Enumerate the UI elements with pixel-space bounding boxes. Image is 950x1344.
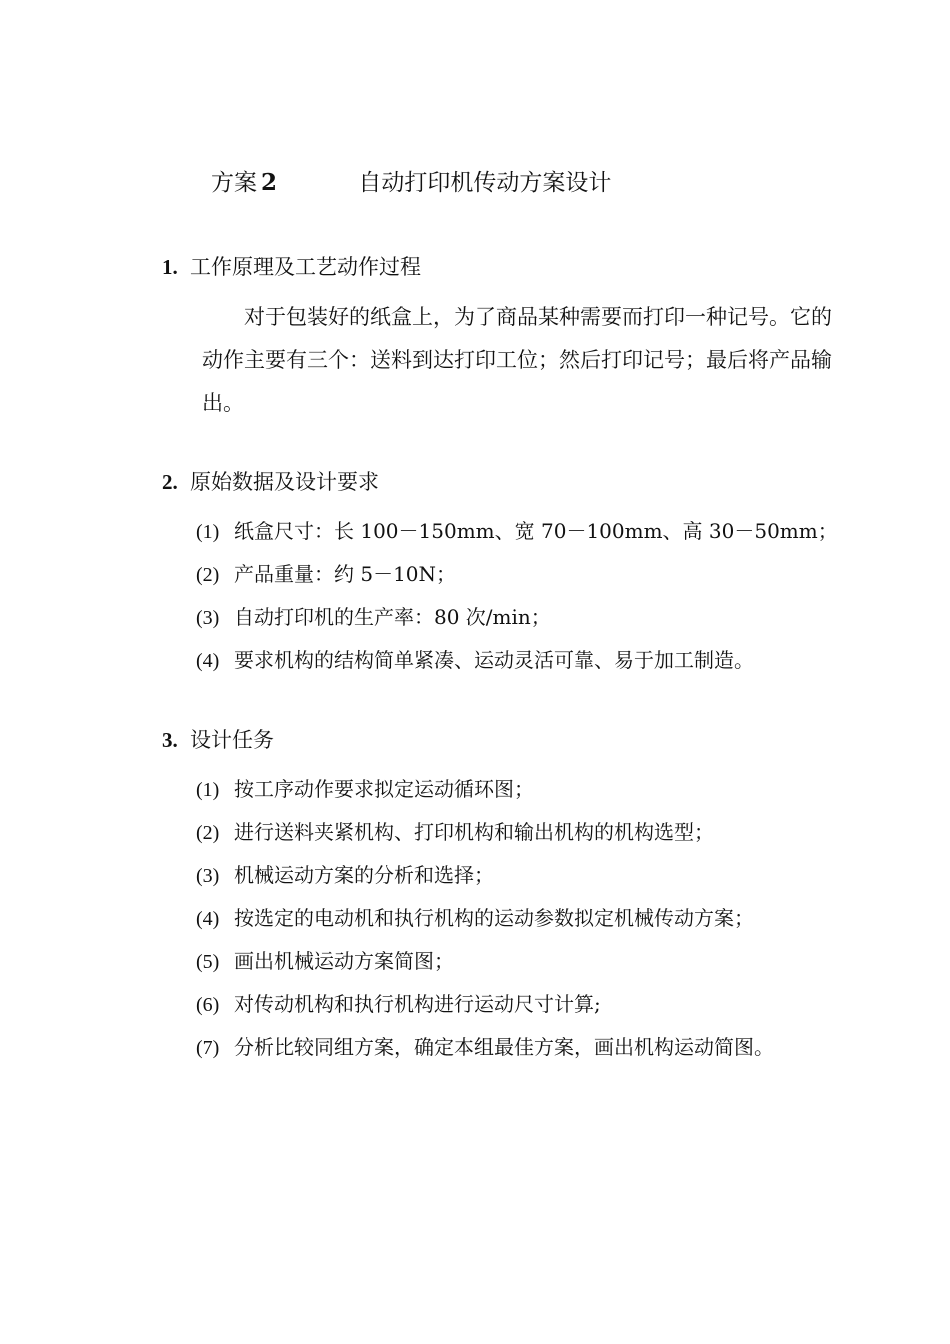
list-item-index: (7)	[196, 1037, 220, 1059]
list-item-index: (1)	[196, 521, 220, 543]
list-item-index: (3)	[196, 865, 220, 887]
list-item-index: (6)	[196, 994, 220, 1016]
title-main: 自动打印机传动方案设计	[358, 170, 612, 196]
section-number: 1.	[162, 255, 178, 279]
title-prefix	[211, 164, 277, 197]
section-heading-text: 工作原理及工艺动作过程	[190, 255, 421, 279]
section-requirements	[162, 467, 862, 682]
list-item	[162, 983, 862, 1026]
list-item	[162, 768, 862, 811]
section-heading	[162, 252, 862, 282]
section-heading-text: 原始数据及设计要求	[190, 470, 379, 494]
section-number: 2.	[162, 470, 178, 494]
requirements-list	[162, 510, 862, 682]
list-item-index: (3)	[196, 607, 220, 629]
list-item-text: 分析比较同组方案，确定本组最佳方案，画出机构运动简图。	[234, 1035, 774, 1059]
list-item-text: 画出机械运动方案简图；	[234, 949, 454, 973]
list-item	[162, 510, 862, 553]
list-item	[162, 897, 862, 940]
title-prefix-text: 方案	[211, 170, 257, 196]
title-number: 2	[261, 169, 278, 196]
list-item-text: 自动打印机的生产率：80 次/min；	[234, 605, 551, 629]
list-item	[162, 596, 862, 639]
list-item-index: (5)	[196, 951, 220, 973]
list-item-index: (1)	[196, 779, 220, 801]
list-item	[162, 1026, 862, 1069]
section-design-tasks	[162, 725, 862, 1069]
list-item-text: 按选定的电动机和执行机构的运动参数拟定机械传动方案；	[234, 906, 754, 930]
list-item	[162, 639, 862, 682]
section-working-principle	[162, 252, 862, 425]
list-item-text: 对传动机构和执行机构进行运动尺寸计算;	[234, 992, 601, 1016]
list-item	[162, 854, 862, 897]
list-item-text: 要求机构的结构简单紧凑、运动灵活可靠、易于加工制造。	[234, 648, 754, 672]
list-item-text: 机械运动方案的分析和选择；	[234, 863, 494, 887]
section-paragraph: 对于包装好的纸盒上，为了商品某种需要而打印一种记号。它的动作主要有三个：送料到达打印工位；然后打印记号；最后将产品输出。	[202, 305, 832, 415]
list-item-text: 按工序动作要求拟定运动循环图；	[234, 777, 534, 801]
section-heading-text: 设计任务	[190, 728, 274, 752]
tasks-list	[162, 768, 862, 1069]
section-heading	[162, 725, 862, 755]
list-item-index: (4)	[196, 650, 220, 672]
list-item-text: 进行送料夹紧机构、打印机构和输出机构的机构选型；	[234, 820, 714, 844]
section-heading	[162, 467, 862, 497]
list-item-text: 产品重量：约 5－10N；	[234, 562, 457, 586]
list-item-text: 纸盒尺寸：长 100－150mm、宽 70－100mm、高 30－50mm；	[234, 519, 838, 543]
list-item	[162, 553, 862, 596]
list-item	[162, 811, 862, 854]
list-item-index: (2)	[196, 564, 220, 586]
list-item	[162, 940, 862, 983]
list-item-index: (2)	[196, 822, 220, 844]
list-item-index: (4)	[196, 908, 220, 930]
document-title	[211, 164, 611, 197]
section-number: 3.	[162, 728, 178, 752]
